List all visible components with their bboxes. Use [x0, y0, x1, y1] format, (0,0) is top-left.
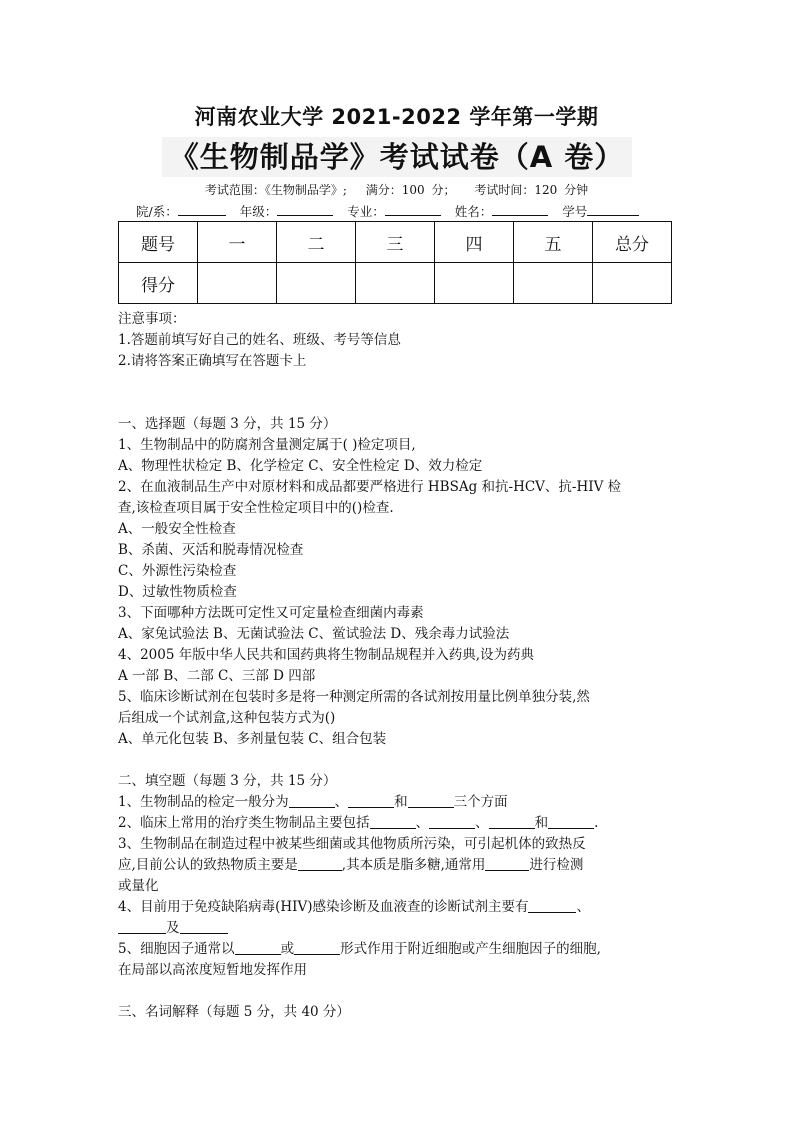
answer-blank[interactable] [289, 793, 335, 808]
score-cell[interactable] [514, 263, 593, 304]
question-text: 或 [280, 941, 295, 957]
university-title: 河南农业大学 2021-2022 学年第一学期 [194, 105, 599, 129]
question-line: 3、生物制品在制造过程中被某些细菌或其他物质所污染，可引起机体的致热反 [118, 836, 586, 852]
question-text: 2、临床上常用的治疗类生物制品主要包括 [118, 815, 370, 831]
score-cell[interactable] [277, 263, 356, 304]
question-line: 后组成一个试剂盒,这种包装方式为() [118, 710, 336, 726]
question-line: A 一部 B、二部 C、三部 D 四部 [118, 668, 316, 684]
section2-heading: 二、填空题（每题 3 分，共 15 分） [118, 773, 337, 789]
question-line: A、单元化包装 B、多剂量包装 C、组合包装 [118, 731, 387, 747]
answer-blank[interactable] [370, 814, 416, 829]
question-text: 三个方面 [453, 794, 508, 810]
question-text: 和 [394, 794, 408, 810]
name-label: 姓名： [454, 204, 493, 219]
answer-blank[interactable] [408, 793, 454, 808]
question-text: 、 [415, 815, 430, 831]
score-table [118, 221, 672, 304]
question-line: B、杀菌、灭活和脱毒情况检查 [118, 542, 304, 558]
answer-blank[interactable] [294, 940, 340, 955]
score-header-cell: 一 [198, 222, 277, 263]
answer-blank[interactable] [235, 940, 281, 955]
score-header-cell: 三 [356, 222, 435, 263]
fill-question-2 [118, 813, 678, 834]
section3-heading: 三、名词解释（每题 5 分，共 40 分） [118, 1004, 350, 1020]
fill-question-3 [118, 855, 678, 876]
major-label: 专业： [347, 204, 385, 219]
question-text: 、 [576, 899, 590, 915]
student-id-label: 学号 [562, 204, 588, 219]
answer-blank[interactable] [528, 898, 576, 913]
score-header-cell: 四 [435, 222, 514, 263]
answer-blank[interactable] [348, 793, 394, 808]
answer-blank[interactable] [485, 856, 529, 871]
question-text: 5、细胞因子通常以 [118, 941, 235, 957]
major-field[interactable] [347, 202, 441, 220]
question-text: 4、目前用于免疫缺陷病毒(HIV)感染诊断及血液查的诊断试剂主要有 [118, 899, 529, 915]
score-cell[interactable] [435, 263, 514, 304]
score-header-cell: 二 [277, 222, 356, 263]
fill-question-4-cont [118, 918, 678, 939]
question-text: . [594, 815, 599, 831]
question-line: C、外源性污染检查 [118, 563, 237, 579]
question-line: 查,该检查项目属于安全性检定项目中的()检查. [118, 500, 394, 516]
question-line: 4、2005 年版中华人民共和国药典将生物制品规程并入药典,设为药典 [118, 647, 535, 663]
question-text: 及 [166, 920, 180, 936]
question-line: 或量化 [118, 878, 159, 894]
name-field[interactable] [455, 202, 549, 220]
dept-field[interactable] [136, 202, 226, 220]
dept-label: 院/系： [136, 204, 178, 219]
fill-question-5 [118, 939, 678, 960]
score-cell[interactable] [356, 263, 435, 304]
question-line: 3、下面哪种方法既可定性又可定量检查细菌内毒素 [118, 605, 424, 621]
score-row-label: 得分 [119, 263, 198, 304]
question-line: D、过敏性物质检查 [118, 584, 237, 600]
question-text: 形式作用于附近细胞或产生细胞因子的细胞, [340, 941, 601, 957]
answer-blank[interactable] [548, 814, 594, 829]
section1-heading: 一、选择题（每题 3 分，共 15 分） [118, 416, 337, 432]
exam-title: 《生物制品学》考试试卷（A 卷） [162, 137, 632, 177]
question-line: 在局部以高浓度短暂地发挥作用 [118, 962, 307, 978]
question-text: 和 [534, 815, 549, 831]
score-table-header-row [119, 222, 672, 263]
student-info [136, 202, 649, 220]
fill-question-1 [118, 792, 678, 813]
score-cell[interactable] [198, 263, 277, 304]
exam-scope: 考试范围：《生物制品学》; [204, 183, 347, 197]
answer-blank[interactable] [298, 856, 342, 871]
answer-blank[interactable] [180, 919, 228, 934]
answer-blank[interactable] [429, 814, 475, 829]
question-text: 、 [334, 794, 349, 810]
question-line: 1、生物制品中的防腐剂含量测定属于( )检定项目, [118, 437, 416, 453]
notes-heading: 注意事项： [118, 311, 186, 327]
question-text: ,其本质是脂多糖,通常用 [341, 857, 486, 873]
exam-info [0, 181, 793, 198]
note-item: 2.请将答案正确填写在答题卡上 [118, 353, 307, 369]
grade-label: 年级： [239, 204, 278, 219]
question-line: 2、在血液制品生产中对原材料和成品都要严格进行 HBSAg 和抗-HCV、抗-HIV 检 [118, 479, 622, 495]
grade-field[interactable] [240, 202, 334, 220]
note-item: 1.答题前填写好自己的姓名、班级、考号等信息 [118, 332, 401, 348]
question-line: A、一般安全性检查 [118, 521, 236, 537]
score-header-cell: 五 [514, 222, 593, 263]
score-table-score-row [119, 263, 672, 304]
question-text: 、 [475, 815, 489, 831]
score-header-cell: 总分 [593, 222, 672, 263]
full-marks: 满分：100 分； [365, 183, 456, 197]
fill-question-4 [118, 897, 678, 918]
question-line: A、物理性状检定 B、化学检定 C、安全性检定 D、效力检定 [118, 458, 483, 474]
question-text: 进行检测 [529, 857, 584, 873]
student-id-field[interactable] [562, 202, 639, 220]
answer-blank[interactable] [118, 919, 166, 934]
question-text: 应,目前公认的致热物质主要是 [118, 857, 298, 873]
answer-blank[interactable] [489, 814, 535, 829]
exam-duration: 考试时间：120 分钟 [474, 183, 589, 197]
score-cell[interactable] [593, 263, 672, 304]
exam-body [118, 309, 678, 1023]
score-header-cell: 题号 [119, 222, 198, 263]
question-line: 5、临床诊断试剂在包装时多是将一种测定所需的各试剂按用量比例单独分装,然 [118, 689, 590, 705]
question-line: A、家兔试验法 B、无菌试验法 C、鲎试验法 D、残余毒力试验法 [118, 626, 510, 642]
question-text: 1、生物制品的检定一般分为 [118, 794, 289, 810]
